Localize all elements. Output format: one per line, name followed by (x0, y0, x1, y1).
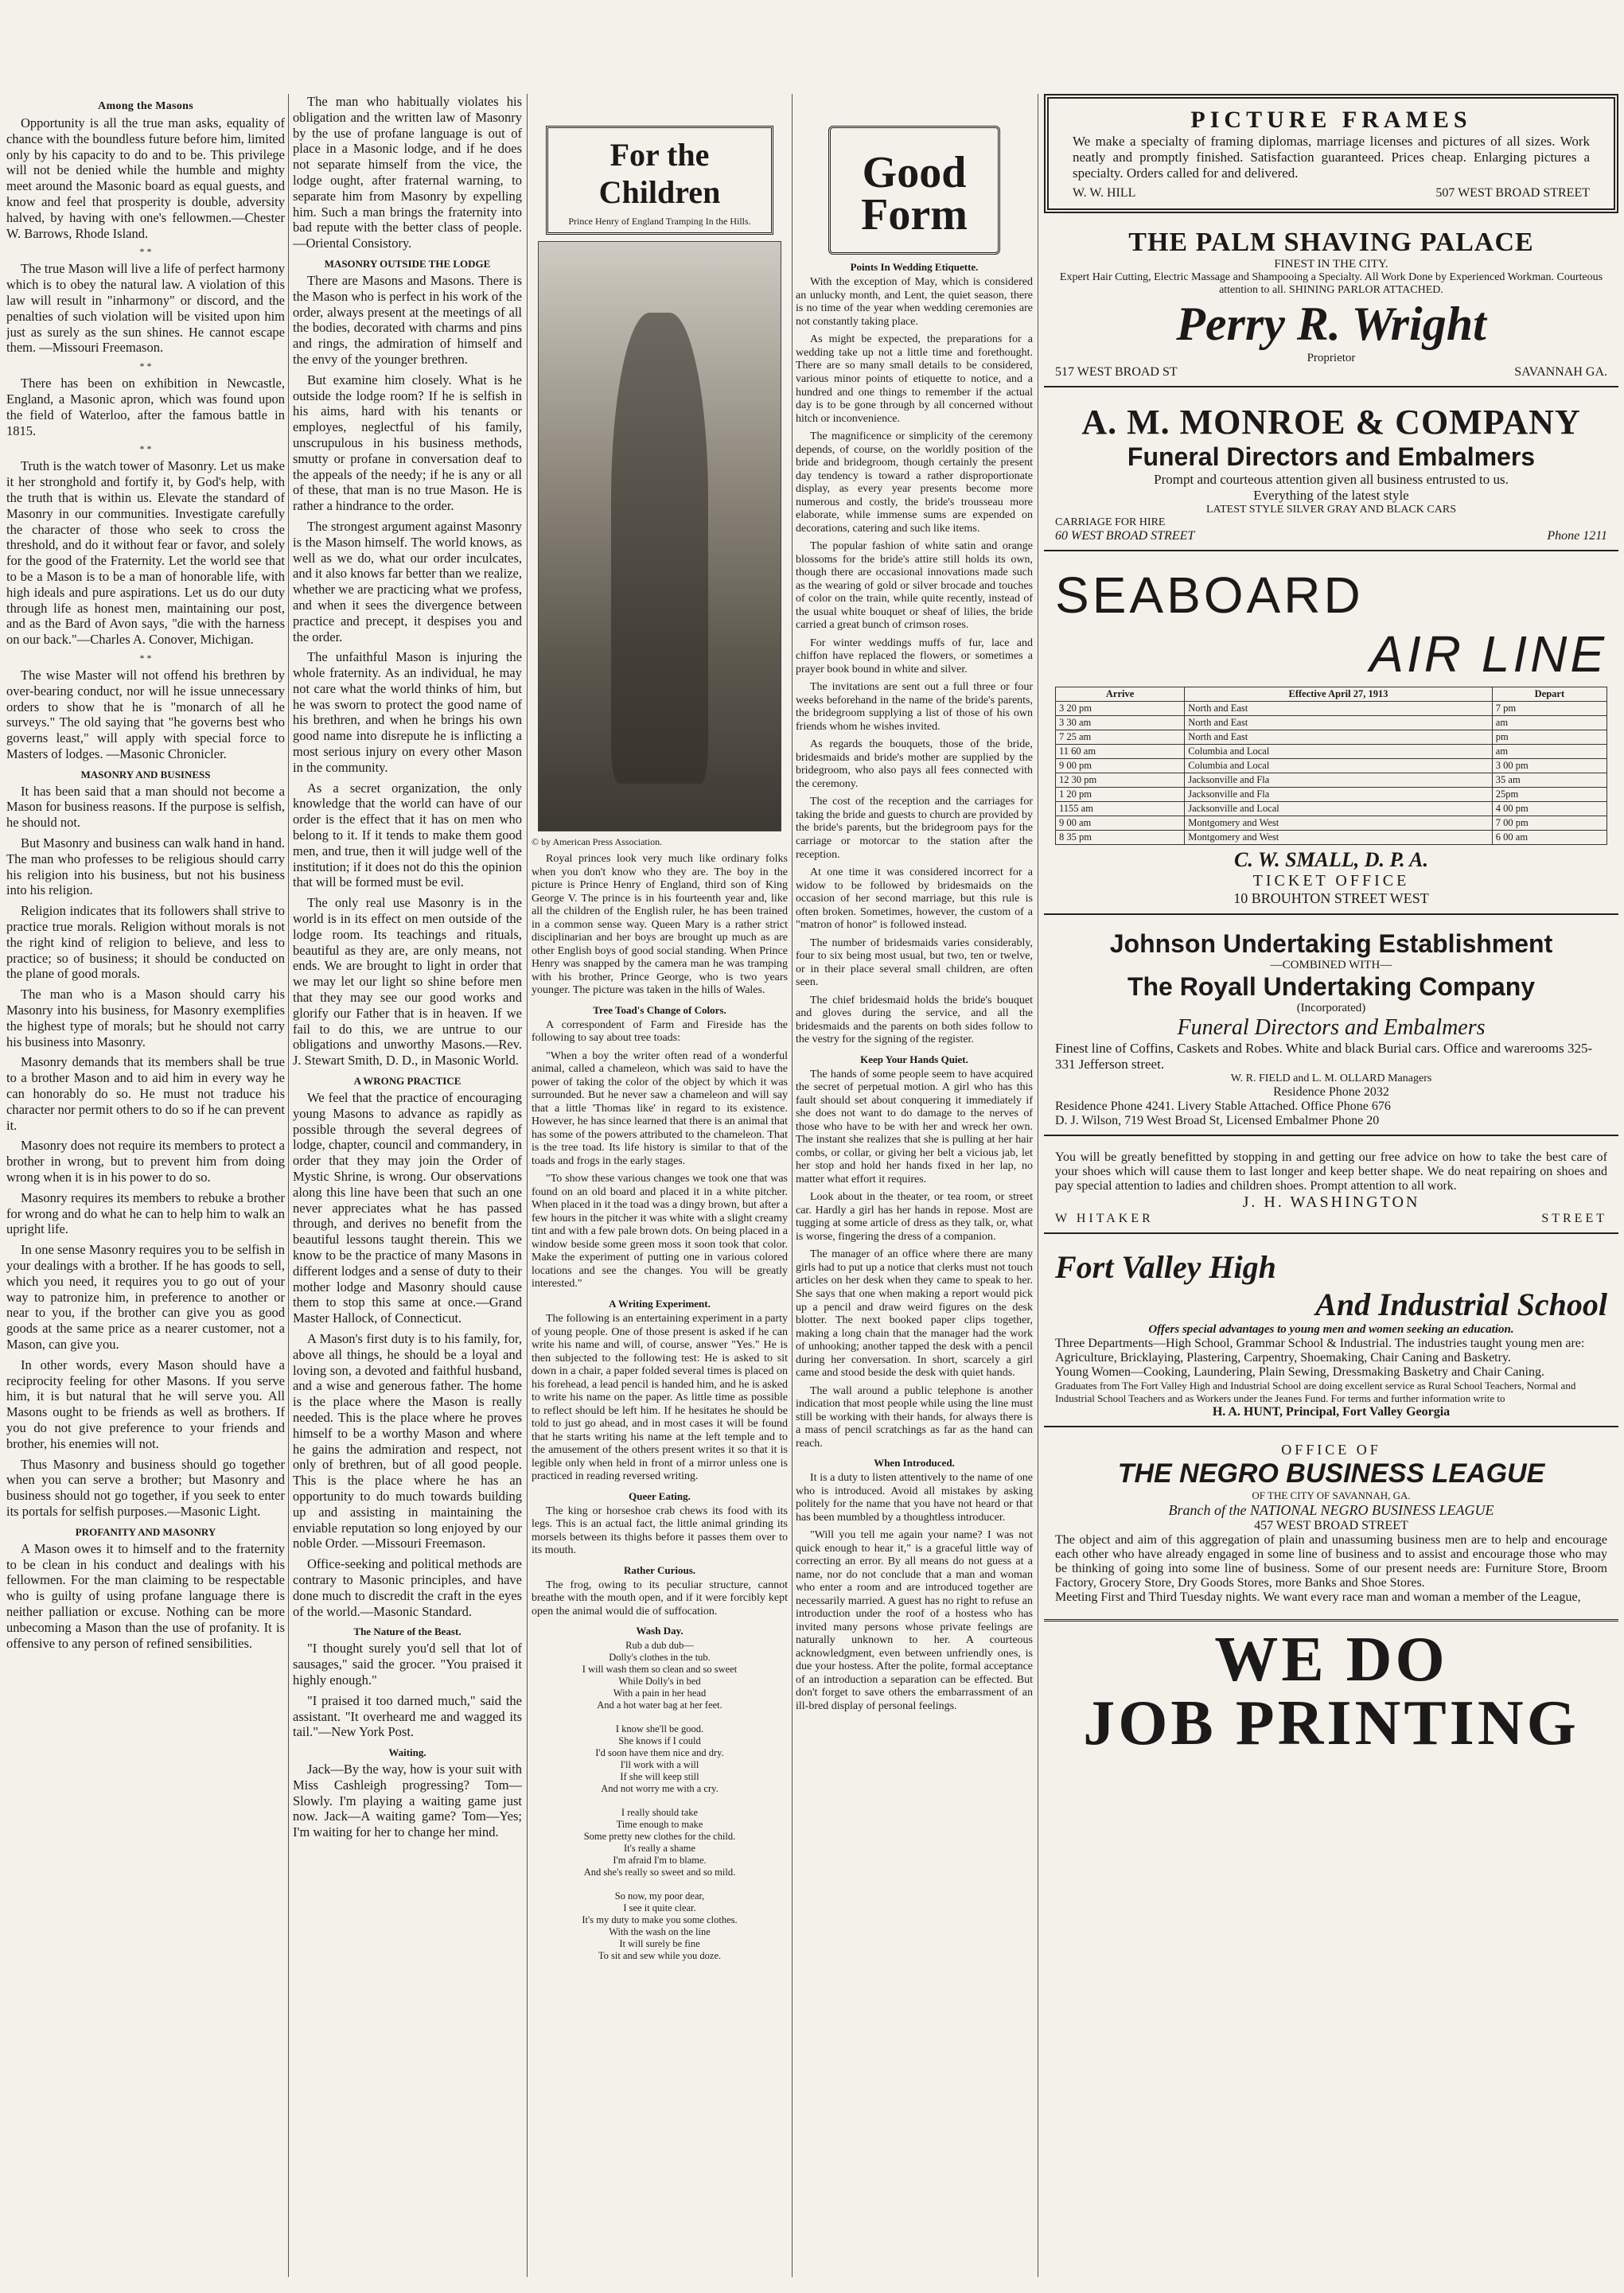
ad-name: W. W. HILL (1073, 186, 1136, 200)
ad-meeting: Meeting First and Third Tuesday nights. We want every race man and woman a member of the League, (1055, 1590, 1581, 1604)
schedule-route: Jacksonville and Local (1185, 802, 1493, 816)
section-heading: Waiting. (388, 1746, 426, 1759)
schedule-row (1056, 730, 1607, 745)
separator: * * (139, 360, 152, 372)
ad-body: Everything of the latest style (1253, 488, 1409, 503)
ad-title: THE PALM SHAVING PALACE (1128, 228, 1534, 257)
paragraph: At one time it was considered incorrect for a widow to be followed by bridesmaids on the occasion of her second marriage, but this rule is often broken. Sometimes, however, the custom of a "matron of honor" is followed instead. (796, 866, 1033, 932)
schedule-route: Montgomery and West (1185, 816, 1493, 831)
separator: * * (139, 443, 152, 455)
ad-title: And Industrial School (1315, 1287, 1607, 1322)
schedule-route: Montgomery and West (1185, 831, 1493, 845)
separator: * * (139, 652, 152, 664)
ad-footer (1073, 186, 1590, 200)
schedule-depart: pm (1492, 730, 1606, 745)
ad-proprietor-name: Perry R. Wright (1176, 298, 1486, 350)
schedule-row (1056, 831, 1607, 845)
ad-embalmer: D. J. Wilson, 719 West Broad St, Licensed Embalmer Phone 20 (1055, 1114, 1380, 1127)
ad-body: Finest line of Coffins, Caskets and Robes. White and black Burial cars. Office and warerooms 325-331 Jefferson street. (1055, 1041, 1593, 1072)
section-heading: Queer Eating. (629, 1489, 691, 1502)
paragraph: In other words, every Mason should have a reciprocity feeling for other Masons. If you serve him, it is but natural that he will serve you. All Masons ought to be friends as well as brothers. If you do not give preference to your friends and brother, his enemies will not. (6, 1357, 285, 1451)
prince-photo (538, 241, 781, 831)
paragraph: The unfaithful Mason is injuring the whole fraternity. As an individual, he may not care what the world thinks of him, but he was sworn to protect the good name of his brethren, and when he brings his own good name into disrepute he is inflicting a most serious injury on every other Mason in the community. (293, 649, 522, 775)
ad-managers: W. R. FIELD and L. M. OLLARD Managers (1230, 1073, 1432, 1084)
schedule-arrive: 12 30 pm (1056, 773, 1185, 788)
schedule-header: Effective April 27, 1913 (1185, 687, 1493, 702)
photo-credit: © by American Press Association. (532, 836, 663, 847)
schedule-row (1056, 816, 1607, 831)
ad-footer (1055, 529, 1607, 543)
ad-title: JOB PRINTING (1083, 1688, 1579, 1758)
paragraph: The following is an entertaining experiment in a party of young people. One of those present is asked if he can write his name and will, of course, answer "Yes." He is then subjected to the following test: He is asked to sit down in a chair, a paper folded several times is placed on his forehead, a lead pencil is handed him, and he is asked to write his name on the paper. As little time as possible to reflect should be left him. If he hesitates he should be told to just go ahead, and in most cases it will be found that he starts writing his name at the left temple and to the amusement of the others present writes it so that it is legible only when held in front of a mirror unless one is practiced in reading reversed writing. (532, 1312, 788, 1483)
ad-address: 507 WEST BROAD STREET (1435, 186, 1590, 200)
schedule-depart: 7 pm (1492, 702, 1606, 716)
schedule-arrive: 3 20 pm (1056, 702, 1185, 716)
schedule-row (1056, 716, 1607, 730)
paragraph: Religion indicates that its followers shall strive to practice true morals. Religion without morals is not the right kind of religion to believe, and less to practice; so of business; it should be conducted on the plane of good morals. (6, 903, 285, 982)
ad-monroe (1044, 395, 1618, 551)
schedule-header: Depart (1492, 687, 1606, 702)
schedule-row (1056, 802, 1607, 816)
paragraph: As might be expected, the preparations for a wedding take up not a little time and forethought. There are so many small details to be considered, various minor points of etiquette to notice, and a hundred and one things to remember if the actual day is to be gone through by all concerned without hitch or inconvenience. (796, 333, 1033, 425)
ad-negro-business-league (1044, 1435, 1618, 1611)
paragraph: With the exception of May, which is considered an unlucky month, and Lent, the quiet season, there is no time of the year when wedding ceremonies are not constantly taking place. (796, 276, 1033, 328)
ad-seaboard (1044, 559, 1618, 915)
ad-street: W HITAKER (1055, 1212, 1154, 1225)
schedule-row (1056, 773, 1607, 788)
schedule-depart: am (1492, 716, 1606, 730)
section-masthead (546, 126, 773, 235)
schedule-body (1056, 702, 1607, 845)
paragraph: A correspondent of Farm and Fireside has the following to say about tree toads: (532, 1018, 788, 1045)
ad-city: OF THE CITY OF SAVANNAH, GA. (1252, 1489, 1411, 1501)
masthead-title: For the Children (598, 137, 721, 210)
ad-office: OFFICE OF (1281, 1442, 1381, 1458)
ad-title: THE NEGRO BUSINESS LEAGUE (1117, 1458, 1545, 1489)
schedule-depart: 7 00 pm (1492, 816, 1606, 831)
paragraph: As regards the bouquets, those of the bride, bridesmaids and bride's mother are supplied by the bridegroom, who also pays all fees connected with the ceremony. (796, 738, 1033, 790)
ad-address: 457 WEST BROAD STREET (1254, 1519, 1408, 1532)
schedule-depart: 3 00 pm (1492, 759, 1606, 773)
section-heading: MASONRY OUTSIDE THE LODGE (324, 257, 491, 270)
ad-subtitle: FINEST IN THE CITY. (1274, 258, 1388, 271)
paragraph: The number of bridesmaids varies considerably, four to six being most usual, but two, ten or twelve, or in their place several small children, are often seen. (796, 936, 1033, 989)
paragraph: Masonry does not require its members to protect a brother in wrong, but to prevent him from doing wrong when it is in his power to do so. (6, 1138, 285, 1185)
ad-name: J. H. WASHINGTON (1242, 1193, 1420, 1211)
ad-incorporated: (Incorporated) (1296, 1002, 1366, 1014)
schedule-arrive: 1155 am (1056, 802, 1185, 816)
paragraph: The man who is a Mason should carry his Masonry into his business, for Masonry exemplifies the highest type of morals; but he should not carry his business into Masonry. (6, 987, 285, 1049)
ad-ticket-office: TICKET OFFICE (1252, 872, 1410, 890)
ad-footer (1055, 365, 1607, 380)
ad-johnson (1044, 923, 1618, 1136)
paragraph: It has been said that a man should not become a Mason for business reasons. If the purpose is selfish, he should not. (6, 783, 285, 831)
ad-job-printing (1044, 1619, 1618, 1758)
schedule-route: Columbia and Local (1185, 759, 1493, 773)
train-schedule (1055, 687, 1607, 845)
ad-hire: CARRIAGE FOR HIRE (1055, 516, 1166, 528)
section-heading: PROFANITY AND MASONRY (75, 1525, 216, 1538)
paragraph: The hands of some people seem to have acquired the secret of perpetual motion. A girl who has this fault should set about conquering it immediately if she does not want to do damage to the nerves of those who have to be with her and wreck her own. The instant she realizes that she is pulling at her hair combs, or collar, or giving her belt a vicious jab, let her stop and hold her hands fixed in her lap, no matter what effort it requires. (796, 1068, 1033, 1185)
schedule-arrive: 11 60 am (1056, 745, 1185, 759)
section-heading: Among the Masons (98, 100, 193, 112)
ad-agent: C. W. SMALL, D. P. A. (1234, 848, 1428, 871)
paragraph: "Will you tell me again your name? I was not quick enough to hear it," is a graceful little way of correcting an error. By all means do not guess at a name, nor do not conclude that a man and woman who enter a room and are introduced together are necessarily married. A guest has no right to refuse an introduction under the roof of a hostess who has invited many persons whose private feelings are naturally unknown to her. A courteous acknowledgment, even between unfriendly ones, is due your hostess. After the polite, formal acceptance of an introduction a separation can be effected. But don't forget to save others the embarrassment of an ill-bred display of personal feelings. (796, 1529, 1033, 1712)
column-advertisements (1044, 94, 1618, 2277)
masthead-title: Good Form (861, 148, 968, 240)
paragraph: "When a boy the writer often read of a wonderful animal, called a chameleon, which was said to have the power of taking the color of the object by which it was surrounded. But he never saw a chameleon and will say that a little 'Thomas like' in regard to its existence. However, he has since learned that there is an animal that has some of the powers attributed to the chameleon. That is the tree toad. Its life history is similar to that of the toads and frogs in the early stages. (532, 1049, 788, 1167)
paragraph: Opportunity is all the true man asks, equality of chance with the boundless future before him, limited only by his capacity to do and to be. This privilege will not be denied while the humble and mighty meet around the Masonic board as equal guests, and know and feel that prosperity is double, adversity halved, by having with one's fellowmen.—Chester W. Barrows, Rhode Island. (6, 115, 285, 241)
schedule-row (1056, 745, 1607, 759)
schedule-row (1056, 759, 1607, 773)
paragraph: The chief bridesmaid holds the bride's bouquet and gloves during the service, and all the bridesmaids and the parents on both sides follow to the vestry for the signing of the register. (796, 994, 1033, 1046)
paragraph: Royal princes look very much like ordinary folks when you don't know who they are. The boy in the picture is Prince Henry of England, third son of King George V. The prince is in his fourteenth year and, like all the children of the English ruler, he has been trained in a common sense way. Queen Mary is a rather strict disciplinarian and her boys are brought up much as are other English boys of good social standing. When Prince Henry was snapped by the camera man he was tramping with his brother, Prince George, who is two years younger. The picture was taken in the hills of Wales. (532, 853, 788, 997)
ad-contact: H. A. HUNT, Principal, Fort Valley Georgia (1212, 1405, 1451, 1419)
column-rule (527, 94, 528, 2277)
ad-body: Graduates from The Fort Valley High and Industrial School are doing excellent service as Rural School Teachers, Normal and Industrial School Teachers and as Workers under the Jeanes Fund. For terms and further information write to (1055, 1380, 1576, 1404)
ad-washington (1044, 1144, 1618, 1234)
paragraph: The invitations are sent out a full three or four weeks beforehand in the name of the bride's parents, the bridegroom supplying a list of those of his own friends whom he wishes invited. (796, 681, 1033, 733)
paragraph: As a secret organization, the only knowledge that the world can have of our order is the effect that it has on men who belong to it. If it tends to make them good men, and true, then it will judge well of the institution; if it does not do this the opinion that will be formed must be evil. (293, 780, 522, 890)
schedule-depart: 6 00 am (1492, 831, 1606, 845)
ad-title: PICTURE FRAMES (1190, 107, 1472, 133)
paragraph: There has been on exhibition in Newcastle, England, a Masonic apron, which was found upon the field of Waterloo, after the famous battle in 1815. (6, 376, 285, 438)
paragraph: It is a duty to listen attentively to the name of one who is introduced. Avoid all mistakes by asking politely for the name that you have not heard or that has been mumbled by a thoughtless introducer. (796, 1472, 1033, 1524)
ad-body: Expert Hair Cutting, Electric Massage and Shampooing a Specialty. All Work Done by Experienced Workman. Courteous attention to all. SHINING PARLOR ATTACHED. (1059, 271, 1603, 296)
ad-street-suffix: STREET (1541, 1212, 1607, 1225)
ad-phone: Residence Phone 2032 (1273, 1085, 1389, 1099)
paragraph: The wise Master will not offend his brethren by over-bearing conduct, nor will he issue unnecessary orders to show that he is "monarch of all he surveys." The old saying that "he governs best who governs least," will apply with special force to Masters of lodges. —Masonic Chronicler. (6, 667, 285, 761)
ad-funeral: Funeral Directors and Embalmers (1177, 1015, 1486, 1040)
schedule-route: Jacksonville and Fla (1185, 788, 1493, 802)
poem: Rub a dub dub— Dolly's clothes in the tub. I will wash them so clean and so sweet While Dolly's in bed With a pain in her head And a hot water bag at her feet. I know she'll be good. She knows if I could I'd soon have them nice and dry. I'll work with a will If she will keep still And not worry me with a cry. I really should take Time enough to make Some pretty new clothes for the child. It's really a shame I'm afraid I'm to blame. And she's really so sweet and so mild. So now, my poor dear, I see it quite clear. It's my duty to make you some clothes. With the wash on the line It will surely be fine To sit and sew while you doze. (582, 1640, 738, 1962)
schedule-row (1056, 788, 1607, 802)
ad-city: SAVANNAH GA. (1514, 365, 1607, 379)
paragraph: Truth is the watch tower of Masonry. Let us make it her stronghold and fortify it, by God's help, with the truth that is within us. Elevate the standard of Masonry in our communities. Investigate carefully the character of those who seek to cross the threshold, and do it without fear or favor, and solely for the good of the Fraternity. Let the world see that to be a Mason is to be a man of honorable life, with high ideals and pure aspirations. Let us do our duty through life as honest men, maintaining our post, and as the Bard of Avon says, "die with the harness on our back."—Charles A. Conover, Michigan. (6, 458, 285, 648)
ad-fort-valley (1044, 1242, 1618, 1427)
photo-caption: Prince Henry of England Tramping In the Hills. (568, 216, 751, 227)
ad-title: Fort Valley High (1055, 1249, 1276, 1285)
ad-branch: Branch of the NATIONAL NEGRO BUSINESS LEAGUE (1168, 1502, 1494, 1518)
section-masthead (828, 126, 1000, 255)
paragraph: The true Mason will live a life of perfect harmony which is to obey the natural law. A violation of this law will result in "inharmony" or discord, and the penalties of such violation will be visited upon him just as surely as the sun shines. He cannot escape them. —Missouri Freemason. (6, 261, 285, 356)
paragraph: There are Masons and Masons. There is the Mason who is perfect in his work of the order, always present at the meetings of all the bodies, decorated with charms and pins and rings, the admiration of himself and the envy of the younger brethren. (293, 272, 522, 367)
schedule-route: Jacksonville and Fla (1185, 773, 1493, 788)
ad-combined: —COMBINED WITH— (1270, 959, 1392, 971)
ad-footer (1055, 1212, 1607, 1226)
ad-body: The object and aim of this aggregation of plain and unassuming business men are to help and encourage each other who have already engaged in some line of business and to assist and encourage those who may be thinking of going into some line of business. Some of our present needs are: Furniture Store, Broom Factory, Grocery Store, Dry Goods Stores, more Banks and Shoe Stores. (1055, 1533, 1607, 1590)
section-heading: Tree Toad's Change of Colors. (593, 1003, 726, 1016)
ad-title: Johnson Undertaking Establishment (1109, 929, 1553, 958)
ad-subtitle: Offers special advantages to young men and women seeking an education. (1148, 1323, 1514, 1336)
paragraph: The manager of an office where there are many girls had to put up a notice that clerks must not touch articles on her desk when they came to speak to her. She says that one when making a report would pick up a pencil and draw weird figures on the desk blotter. The next booked paper clips together, making a long chain that the manager had the work of unhooking; another tapped the desk with a pencil during her conversation. In short, scarcely a girl came and stood beside the desk with quiet hands. (796, 1248, 1033, 1380)
section-heading: Rather Curious. (623, 1563, 696, 1576)
schedule-depart: 35 am (1492, 773, 1606, 788)
schedule-route: North and East (1185, 702, 1493, 716)
paragraph: But examine him closely. What is he outside the lodge room? If he is selfish in his aims, hard with his tenants or employes, neglectful of his family, unscrupulous in his business methods, smutty or profane in conversation deaf to the appeals of the needy; if he is any or all of these, that man is no true Mason. He is rather a hindrance to the order. (293, 372, 522, 514)
ad-address: 517 WEST BROAD ST (1055, 365, 1178, 379)
paragraph: "I praised it too darned much," said the assistant. "It overheard me and wagged its tail."—New York Post. (293, 1692, 522, 1740)
paragraph: The wall around a public telephone is another indication that most people while using the line must still be working with their hands, for always there is a mass of pencil scratchings as far as the hand can reach. (796, 1384, 1033, 1450)
ad-subtitle: The Royall Undertaking Company (1127, 972, 1536, 1001)
column-rule (288, 94, 289, 2277)
prince-figure (611, 313, 708, 784)
ad-title: SEABOARD (1055, 566, 1364, 624)
paragraph: Look about in the theater, or tea room, or street car. Hardly a girl has her hands in repose. Most are tugging at some article of dress as they talk, or, what is worse, fingering the dress of a companion. (796, 1191, 1033, 1243)
ad-phone: Residence Phone 4241. Livery Stable Attached. Office Phone 676 (1055, 1100, 1391, 1113)
ad-cars: LATEST STYLE SILVER GRAY AND BLACK CARS (1205, 504, 1456, 516)
ad-body: Three Departments—High School, Grammar School & Industrial. The industries taught young men are: Agriculture, Bricklaying, Plastering, Carpentry, Shoemaking, Chair Caning and Basketry. (1055, 1337, 1585, 1365)
ad-address: 10 BROUHTON STREET WEST (1233, 890, 1429, 906)
paragraph: We feel that the practice of encouraging young Masons to advance as rapidly as possible through the several degrees of lodge, chapter, council and commandery, in order that they may join the Order of Mystic Shrine, is wrong. Our observations along this line have been that such an one never appreciates what he has passed through, and derives no benefit from the beautiful lessons taught therein. This we know to be the practice of many Masons in different lodges and a sense of duty to their mother lodge and Masonry should cause them to stop this same at once.—Grand Master Hallock, of Connecticut. (293, 1090, 522, 1326)
paragraph: Jack—By the way, how is your suit with Miss Cashleigh progressing? Tom—Slowly. I'm playing a waiting game just now. Jack—A waiting game? Tom—Yes; I'm waiting for her to change her mind. (293, 1762, 522, 1840)
schedule-arrive: 9 00 am (1056, 816, 1185, 831)
schedule-route: North and East (1185, 730, 1493, 745)
schedule-arrive: 3 30 am (1056, 716, 1185, 730)
schedule-header: Arrive (1056, 687, 1185, 702)
ad-title: A. M. MONROE & COMPANY (1081, 403, 1581, 442)
paragraph: A Mason owes it to himself and to the fraternity to be clean in his conduct and dealings with his fellowmen. For the man claiming to be respectable who is guilty of using profane language there is neither palliation or excuse. Nothing can be more unbecoming a Mason than the use of profanity. It is offensive to any person of refined sensibilities. (6, 1540, 285, 1651)
ad-role: Proprietor (1307, 352, 1356, 364)
ad-title: WE DO (1214, 1625, 1448, 1695)
schedule-row (1056, 702, 1607, 716)
ad-address: 60 WEST BROAD STREET (1055, 529, 1195, 543)
schedule-route: Columbia and Local (1185, 745, 1493, 759)
paragraph: Masonry demands that its members shall be true to a brother Mason and to aid him in every way he can honorably do so. He must not traduce his character nor permit others to do so if he can prevent it. (6, 1054, 285, 1133)
section-heading: The Nature of the Beast. (353, 1625, 461, 1638)
ad-body: Prompt and courteous attention given all business entrusted to us. (1154, 472, 1509, 487)
paragraph: Office-seeking and political methods are contrary to Masonic principles, and have done much to discredit the craft in the eyes of the world.—Masonic Standard. (293, 1556, 522, 1619)
paragraph: The only real use Masonry is in the world is in its effect on men outside of the lodge room. Its teachings and rituals, beautiful as they are, are only means, not ends. We are brought to light in order that we may let our light so shine before men that they may see our good works and glorify our Father that is in heaven. If we fail to do this, we are untrue to our obligations and unworthy Masons.—Rev. J. Stewart Smith, D. D., in Masonic World. (293, 895, 522, 1069)
column-masonry-outside (293, 94, 522, 2277)
ad-body: You will be greatly benefitted by stopping in and getting our free advice on how to take the best care of your shoes which will cause them to last longer and keep better shape. We do neat repairing on shoes and pay special attention to ladies and children shoes. Prompt attention to all work. (1055, 1150, 1607, 1193)
paragraph: "I thought surely you'd sell that lot of sausages," said the grocer. "You praised it highly enough." (293, 1641, 522, 1688)
ad-body: We make a specialty of framing diplomas, marriage licenses and pictures of all sizes. Work neatly and promptly finished. Satisfaction guaranteed. Prices cheap. Enlarging pictures a specialty. Orders called for and delivered. (1073, 134, 1590, 181)
ad-body: Young Women—Cooking, Laundering, Plain Sewing, Dressmaking Basketry and Chair Caning. (1055, 1365, 1544, 1379)
section-heading: Wash Day. (636, 1625, 683, 1637)
ad-palm-shaving (1044, 221, 1618, 387)
paragraph: Thus Masonry and business should go together when you can serve a brother; but Masonry and business should not go together, if you seek to enter its portals for selfish purposes.—Masonic Light. (6, 1456, 285, 1519)
paragraph: A Mason's first duty is to his family, for, above all things, he should be a loyal and loving son, a devoted and faithful husband, and a wise and generous father. The home is the place where the Mason is really needed. This is the place where he proves himself to be a worthy Mason and where he gains the admiration and respect, not only of brethren, but of all good people. This is the place where he has an opportunity to do much towards building up and assisting in maintaining the enviable reputation so long enjoyed by our noble Order. —Missouri Freemason. (293, 1330, 522, 1551)
ad-subtitle: Funeral Directors and Embalmers (1127, 442, 1536, 471)
section-heading: Points In Wedding Etiquette. (850, 261, 979, 274)
section-heading: When Introduced. (874, 1457, 955, 1470)
ad-title: AIR LINE (1369, 625, 1607, 683)
paragraph: The popular fashion of white satin and orange blossoms for the bride's attire still holds its own, though there are occasional innovations made such as the wearing of gold or silver brocade and touches of color on the train, while quite recently, instead of the usual white bouquet or sheaf of lilies, the bride carried a great bunch of crimson roses. (796, 540, 1033, 632)
paragraph: The magnificence or simplicity of the ceremony depends, of course, on the worldly position of the bride and bridegroom, though certainly the present day tendency is toward a rather disproportionate display, as every year presents become more numerous and costly, the bride's trousseau more elaborate, while immense sums are expended on decorations, catering and such like items. (796, 430, 1033, 535)
schedule-arrive: 8 35 pm (1056, 831, 1185, 845)
column-rule (792, 94, 793, 2277)
schedule-arrive: 9 00 pm (1056, 759, 1185, 773)
column-masons (6, 94, 285, 2277)
paragraph: The frog, owing to its peculiar structure, cannot breathe with the mouth open, and if it were forcibly kept open the animal would die of suffocation. (532, 1579, 788, 1618)
paragraph: "To show these various changes we took one that was found on an old board and placed it in a white pitcher. When placed in it the toad was a dingy brown, but after a few hours in the pitcher it was white with a slight creamy tint and with a few pale brown dots. On being placed in a window beside some green moss it soon took that color. Make the experiment of putting one in various colored locations and see the changes. You will be greatly interested." (532, 1173, 788, 1291)
paragraph: In one sense Masonry requires you to be selfish in your dealings with a brother. If he has goods to sell, which you need, it requires you to go out of your way to patronize him, in preference to another or near to you, if the brother can give you as good goods at the same price as a nearer customer, not a Mason, can give you. (6, 1242, 285, 1352)
paragraph: The strongest argument against Masonry is the Mason himself. The world knows, as well as we do, what our order inculcates, and it also knows far better than we realize, whether we are practicing what we profess, and when it sees the divergence between practice and precept, it despises you and the order. (293, 518, 522, 644)
paragraph: The king or horseshoe crab chews its food with its legs. This is an actual fact, the little animal grinding its morsels between its thighs before it passes them over to its mouth. (532, 1505, 788, 1557)
section-heading: Keep Your Hands Quiet. (860, 1053, 968, 1065)
schedule-depart: 4 00 pm (1492, 802, 1606, 816)
section-heading: MASONRY AND BUSINESS (80, 768, 211, 781)
column-good-form (796, 94, 1033, 2277)
paragraph: Masonry requires its members to rebuke a brother for wrong and do what he can to help him to walk an upright life. (6, 1189, 285, 1237)
schedule-route: North and East (1185, 716, 1493, 730)
section-heading: A WRONG PRACTICE (353, 1075, 461, 1088)
ad-picture-frames (1044, 94, 1618, 213)
section-heading: A Writing Experiment. (609, 1297, 711, 1310)
paragraph: For winter weddings muffs of fur, lace and chiffon have replaced the flowers, or sometimes a prayer book bound in white and silver. (796, 637, 1033, 675)
schedule-depart: 25pm (1492, 788, 1606, 802)
paragraph: But Masonry and business can walk hand in hand. The man who professes to be religious should carry his religion into his business, but not his business into his religion. (6, 835, 285, 898)
schedule-depart: am (1492, 745, 1606, 759)
separator: * * (139, 246, 152, 258)
paragraph: The man who habitually violates his obligation and the written law of Masonry by the use of profane language is out of place in a Masonic lodge, and if he does not separate himself from the vice, the lodge ought, after fraternal warning, to separate him from Masonry by expelling him. Such a man brings the fraternity into bad repute with the better class of people.—Oriental Consistory. (293, 94, 522, 251)
paragraph: The cost of the reception and the carriages for taking the bride and guests to church are provided by the bride's parents, but the bridegroom pays for the carriage or motorcar to the station after the reception. (796, 796, 1033, 861)
schedule-arrive: 1 20 pm (1056, 788, 1185, 802)
schedule-arrive: 7 25 am (1056, 730, 1185, 745)
ad-phone: Phone 1211 (1547, 529, 1607, 543)
column-for-the-children (532, 94, 788, 2277)
